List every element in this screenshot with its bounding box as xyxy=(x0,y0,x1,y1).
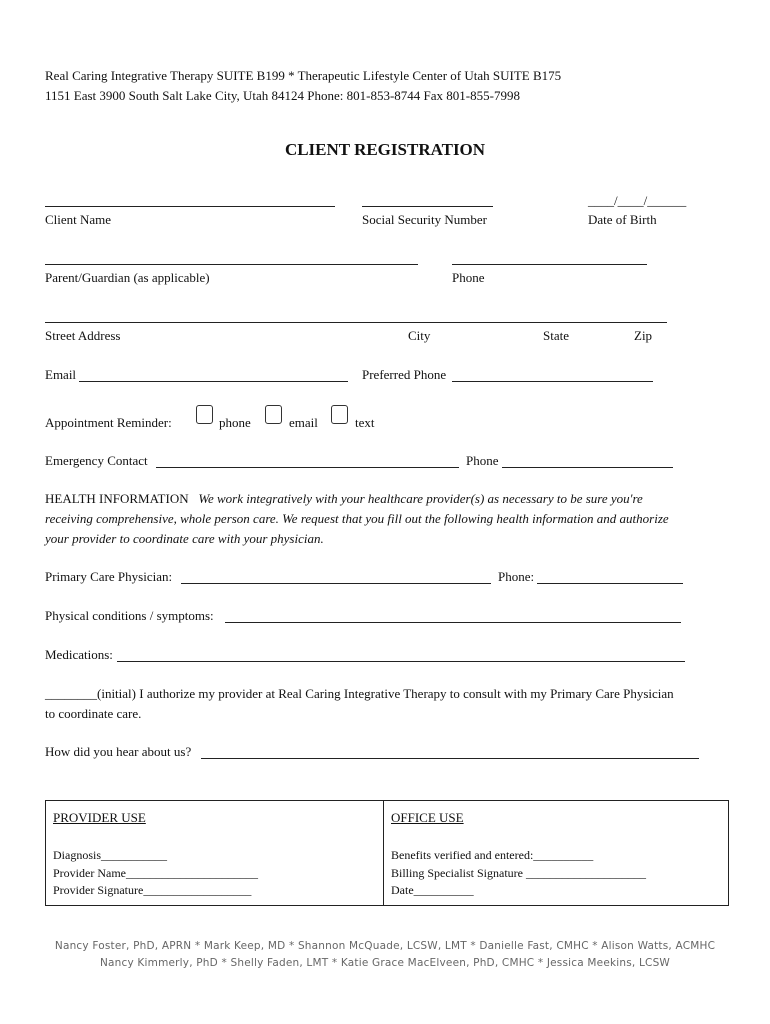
reminder-phone-checkbox[interactable] xyxy=(196,405,213,424)
zip-label: Zip xyxy=(634,328,653,343)
physician-phone-field[interactable] xyxy=(537,583,683,584)
state-label: State xyxy=(543,328,569,343)
conditions-field[interactable] xyxy=(225,622,681,623)
address-field[interactable] xyxy=(45,322,667,323)
email-label: Email xyxy=(45,367,77,382)
authorize-text-2: to coordinate care. xyxy=(45,706,142,721)
health-info-text-1: We work integratively with your healthcare provider(s) as necessary to be sure you're xyxy=(198,491,643,506)
reminder-email-checkbox[interactable] xyxy=(265,405,282,424)
primary-physician-field[interactable] xyxy=(181,583,491,584)
health-info-heading: HEALTH INFORMATION xyxy=(45,491,189,506)
footer-staff-line-1: Nancy Foster, PhD, APRN * Mark Keep, MD * Shannon McQuade, LCSW, LMT * Danielle Fast, CMHC * Alison Watts, ACMHC xyxy=(54,940,716,952)
conditions-label: Physical conditions / symptoms: xyxy=(45,608,214,623)
header-line-1: Real Caring Integrative Therapy SUITE B199 * Therapeutic Lifestyle Center of Utah SUITE B175 xyxy=(45,68,562,83)
health-info-paragraph xyxy=(45,491,643,507)
dob-label: Date of Birth xyxy=(588,212,657,227)
guardian-label: Parent/Guardian (as applicable) xyxy=(45,270,210,285)
primary-physician-label: Primary Care Physician: xyxy=(45,569,173,584)
billing-signature-field[interactable]: Billing Specialist Signature ____________________ xyxy=(391,866,646,880)
referral-label: How did you hear about us? xyxy=(45,744,192,759)
office-date-field[interactable]: Date__________ xyxy=(391,883,474,897)
medications-field[interactable] xyxy=(117,661,685,662)
guardian-field[interactable] xyxy=(45,264,418,265)
provider-name-field[interactable]: Provider Name______________________ xyxy=(53,866,258,880)
diagnosis-field[interactable]: Diagnosis___________ xyxy=(53,848,167,862)
health-info-text-2: receiving comprehensive, whole person care. We request that you fill out the following health information and authorize xyxy=(45,511,669,526)
authorize-text-1: ________(initial) I authorize my provider at Real Caring Integrative Therapy to consult with my Primary Care Physician xyxy=(45,686,674,701)
office-use-heading: OFFICE USE xyxy=(391,810,464,825)
reminder-email-label: email xyxy=(289,415,318,430)
reminder-label: Appointment Reminder: xyxy=(45,415,172,430)
provider-use-heading: PROVIDER USE xyxy=(53,810,146,825)
reminder-text-label: text xyxy=(355,415,375,430)
provider-signature-field[interactable]: Provider Signature__________________ xyxy=(53,883,252,897)
preferred-phone-field[interactable] xyxy=(452,381,653,382)
emergency-phone-field[interactable] xyxy=(502,467,673,468)
reminder-text-checkbox[interactable] xyxy=(331,405,348,424)
internal-use-box xyxy=(45,800,729,906)
email-field[interactable] xyxy=(79,381,348,382)
street-label: Street Address xyxy=(45,328,121,343)
guardian-phone-field[interactable] xyxy=(452,264,647,265)
preferred-phone-label: Preferred Phone xyxy=(362,367,447,382)
client-name-label: Client Name xyxy=(45,212,112,227)
physician-phone-label: Phone: xyxy=(498,569,535,584)
reminder-phone-label: phone xyxy=(219,415,251,430)
benefits-field[interactable]: Benefits verified and entered:__________ xyxy=(391,848,594,862)
health-info-text-3: your provider to coordinate care with your physician. xyxy=(45,531,324,546)
client-name-field[interactable] xyxy=(45,206,335,207)
dob-field[interactable]: ____/____/______ xyxy=(588,193,687,208)
footer-staff-line-2: Nancy Kimmerly, PhD * Shelly Faden, LMT * Katie Grace MacElveen, PhD, CMHC * Jessica Meekins, LCSW xyxy=(99,957,671,969)
referral-field[interactable] xyxy=(201,758,699,759)
guardian-phone-label: Phone xyxy=(452,270,485,285)
header-line-2: 1151 East 3900 South Salt Lake City, Utah 84124 Phone: 801-853-8744 Fax 801-855-7998 xyxy=(45,88,520,103)
emergency-contact-field[interactable] xyxy=(156,467,459,468)
emergency-phone-label: Phone xyxy=(466,453,499,468)
page-title: CLIENT REGISTRATION xyxy=(284,140,486,159)
city-label: City xyxy=(408,328,431,343)
ssn-field[interactable] xyxy=(362,206,493,207)
medications-label: Medications: xyxy=(45,647,113,662)
emergency-contact-label: Emergency Contact xyxy=(45,453,148,468)
box-divider xyxy=(383,801,384,905)
ssn-label: Social Security Number xyxy=(362,212,487,227)
